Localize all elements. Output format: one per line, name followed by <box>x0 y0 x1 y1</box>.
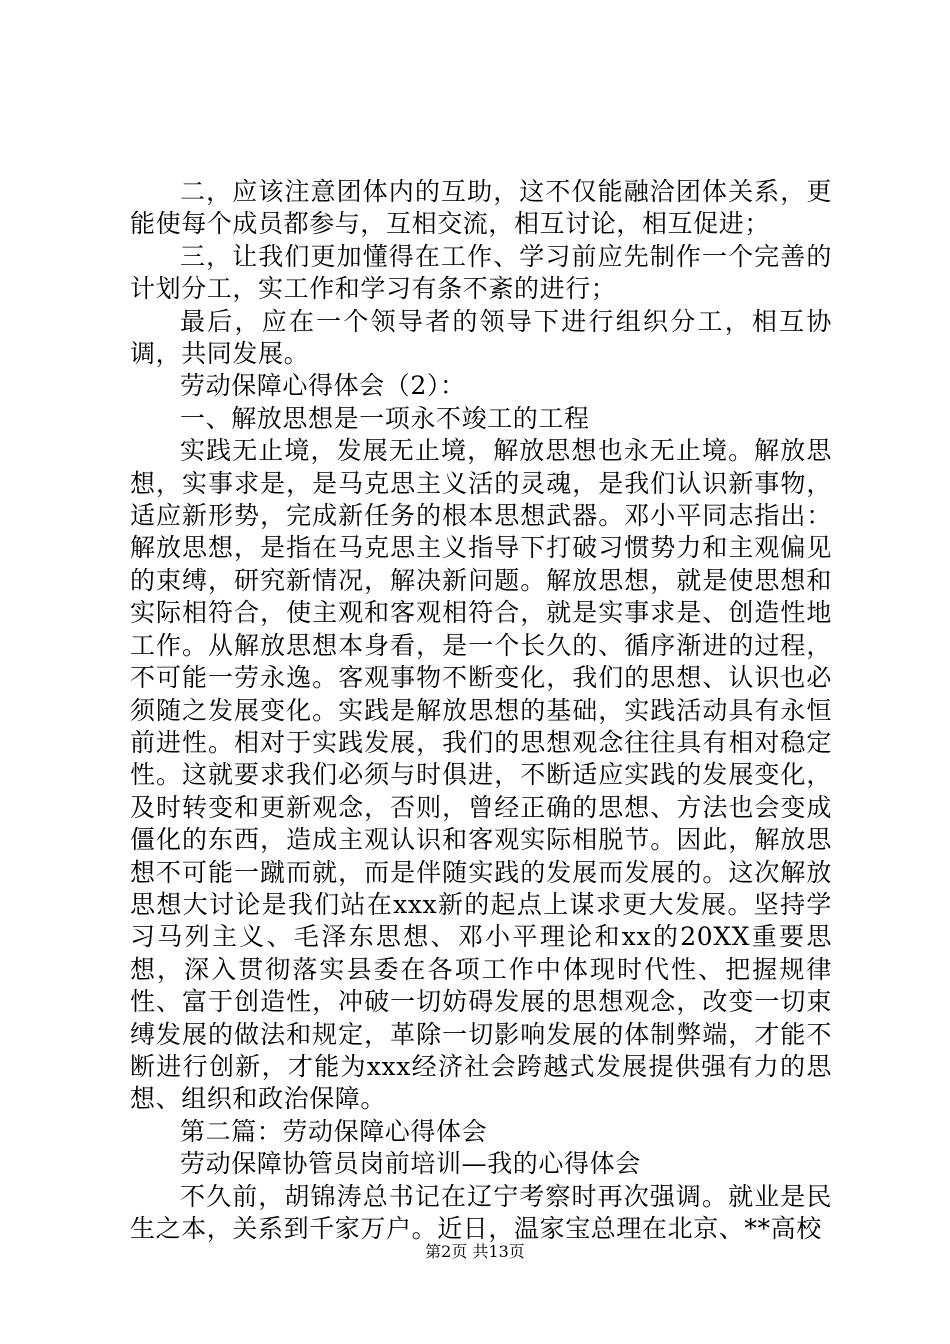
paragraph-planning: 三，让我们更加懂得在工作、学习前应先制作一个完善的计划分工，实工作和学习有条不紊的进行； <box>130 241 832 304</box>
subheading-emancipate-mind: 一、解放思想是一项永不竣工的工程 <box>180 403 590 433</box>
document-body <box>130 176 832 1245</box>
article-title-training: 劳动保障协管员岗前培训—我的心得体会 <box>180 1149 641 1179</box>
page-number-footer: 第2页 共13页 <box>425 1242 525 1261</box>
paragraph-employment: 不久前，胡锦涛总书记在辽宁考察时再次强调。就业是民生之本，关系到千家万户。近日，温家宝总理在北京、**高校 <box>130 1181 832 1243</box>
chapter-heading-part-two: 第二篇：劳动保障心得体会 <box>180 1116 488 1146</box>
paragraph-conclusion: 最后，应在一个领导者的领导下进行组织分工，相互协调，共同发展。 <box>130 306 832 369</box>
paragraph-mutual-help: 二，应该注意团体内的互助，这不仅能融洽团体关系，更能使每个成员都参与，互相交流，相互讨论，相互促进； <box>130 177 832 239</box>
paragraph-emancipate-mind: 实践无止境，发展无止境，解放思想也永无止境。解放思想，实事求是，是马克思主义活的灵魂，是我们认识新事物，适应新形势，完成新任务的根本思想武器。邓小平同志指出：解放思想，是指在马克思主义指导下打破习惯势力和主观偏见的束缚，研究新情况，解决新问题。解放思想，就是使思想和实际相符合，使主观和客观相符合，就是实事求是、创造性地工作。从解放思想本身看，是一个长久的、循序渐进的过程，不可能一劳永逸。客观事物不断变化，我们的思想、认识也必须随之发展变化。实践是解放思想的基础，实践活动具有永恒前进性。相对于实践发展，我们的思想观念往往具有相对稳定性。这就要求我们必须与时俱进，不断适应实践的发展变化，及时转变和更新观念，否则，曾经正确的思想、方法也会变成僵化的东西，造成主观认识和客观实际相脱节。因此，解放思想不可能一蹴而就，而是伴随实践的发展而发展的。这次解放思想大讨论是我们站在xxx新的起点上谋求更大发展。坚持学习马列主义、毛泽东思想、邓小平理论和xx的20XX重要思想，深入贯彻落实县委在各项工作中体现时代性、把握规律性、富于创造性，冲破一切妨碍发展的思想观念，改变一切束缚发展的做法和规定，革除一切影响发展的体制弊端，才能不断进行创新，才能为xxx经济社会跨越式发展提供强有力的思想、组织和政治保障。 <box>130 436 832 1114</box>
section-heading-experience-2: 劳动保障心得体会（2）： <box>180 371 466 401</box>
